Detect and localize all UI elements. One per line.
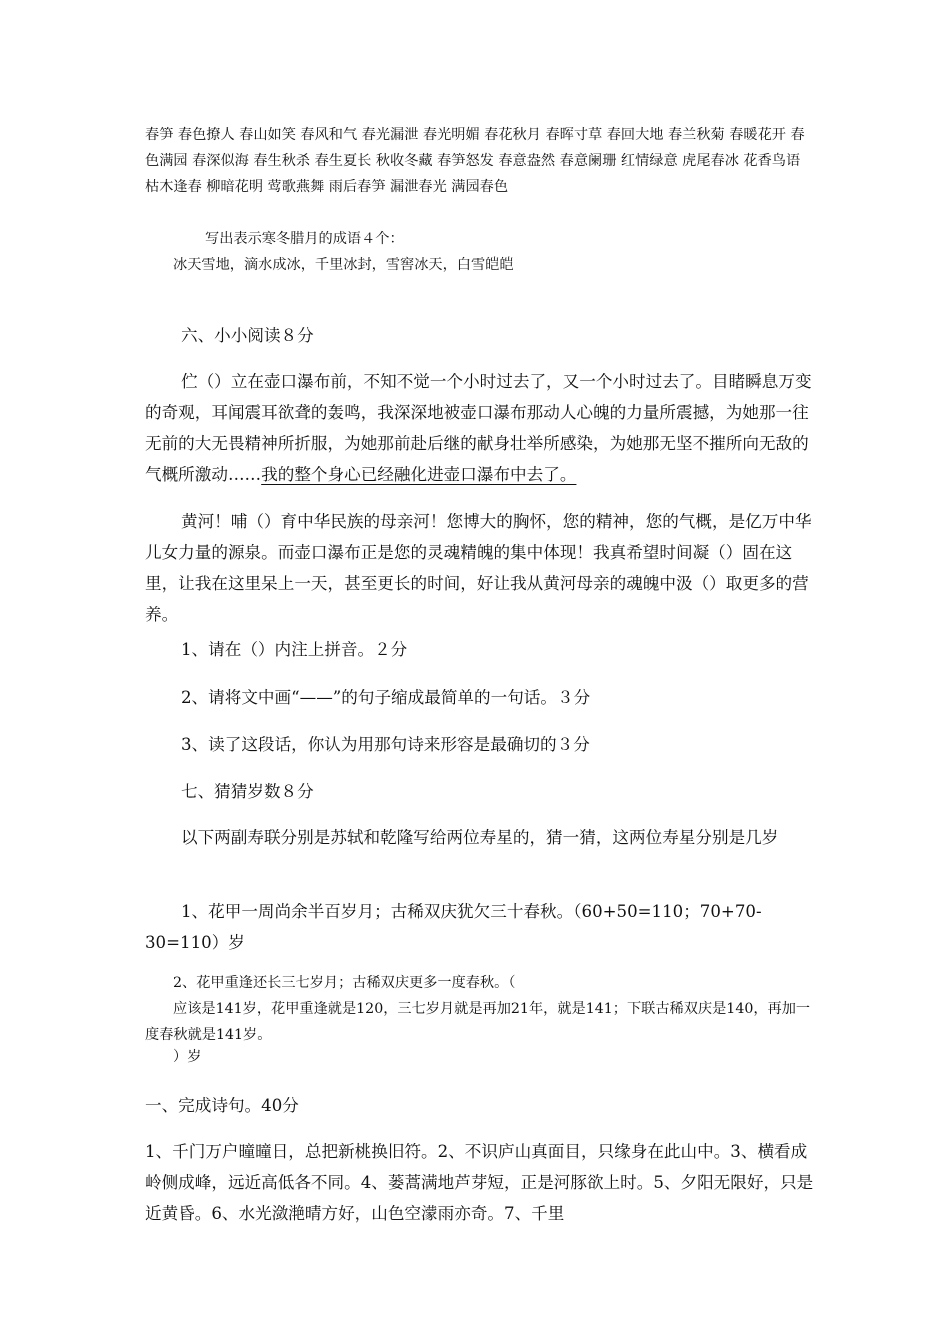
couplet-item-2-answer: 应该是141岁，花甲重逢就是120，三七岁月就是再加21年，就是141；下联古稀双庆是140，再加一度春秋就是141岁。 (145, 1001, 811, 1043)
paragraph-1-text: 伫（）立在壶口瀑布前，不知不觉一个小时过去了，又一个小时过去了。目睹瞬息万变的奇观，耳闻震耳欲聋的轰鸣，我深深地被壶口瀑布那动人心魄的力量所震撼，为她那一往无前的大无畏精神所折服，为她那前赴后继的献身壮举所感染，为她那无坚不摧所向无敌的气概所激动…… (145, 372, 812, 484)
winter-idioms-prompt: 写出表示寒冬腊月的成语４个： (205, 231, 404, 247)
winter-idioms-answer: 冰天雪地，滴水成冰，千里冰封，雪窖冰天，白雪皑皑 (173, 257, 514, 273)
section7-intro: 以下两副寿联分别是苏轼和乾隆写给两位寿星的，猜一猜，这两位寿星分别是几岁 (181, 828, 779, 847)
section1-title: 一、完成诗句。40分 (145, 1096, 299, 1115)
reading-paragraph-2: 黄河！哺（）育中华民族的母亲河！您博大的胸怀，您的精神，您的气概，是亿万中华儿女力量的源泉。而壶口瀑布正是您的灵魂精魄的集中体现！我真希望时间凝（）固在这里，让我在这里呆上一天，甚至更长的时间，好让我从黄河母亲的魂魄中汲（）取更多的营养。 (145, 512, 812, 624)
reading-paragraph-1 (145, 366, 815, 490)
couplet-item-1: 1、花甲一周尚余半百岁月；古稀双庆犹欠三十春秋。（60+50=110；70+70-30=110）岁 (145, 902, 762, 952)
section6-question-1: 1、请在（）内注上拼音。２分 (181, 640, 408, 659)
underlined-sentence: 我的整个身心已经融化进壶口瀑布中去了。 (261, 465, 577, 484)
spring-idioms-list: 春笋 春色撩人 春山如笑 春风和气 春光漏泄 春光明媚 春花秋月 春晖寸草 春回大地 春兰秋菊 春暖花开 春色满园 春深似海 春生秋杀 春生夏长 秋收冬藏 春笋怒发 春意盎然 春意阑珊 红情绿意 虎尾春冰 花香鸟语 枯木逢春 柳暗花明 莺歌燕舞 雨后春笋 漏泄春光 满园春色 (145, 127, 805, 195)
section6-title: 六、小小阅读８分 (181, 326, 314, 345)
poem-lines: 1、千门万户曈曈日，总把新桃换旧符。2、不识庐山真面目，只缘身在此山中。3、横看成岭侧成峰，远近高低各不同。4、蒌蒿满地芦芽短，正是河豚欲上时。5、夕阳无限好，只是近黄昏。6、水光潋滟晴方好，山色空濛雨亦奇。7、千里 (145, 1142, 814, 1223)
section6-question-3: 3、读了这段话，你认为用那句诗来形容是最确切的３分 (181, 735, 590, 754)
section6-question-2: 2、请将文中画“——”的句子缩成最简单的一句话。３分 (181, 688, 591, 707)
couplet-item-2-end: ）岁 (173, 1049, 202, 1065)
section7-title: 七、猜猜岁数８分 (181, 782, 314, 801)
couplet-item-2: 2、花甲重逢还长三七岁月；古稀双庆更多一度春秋。（ (173, 975, 516, 991)
